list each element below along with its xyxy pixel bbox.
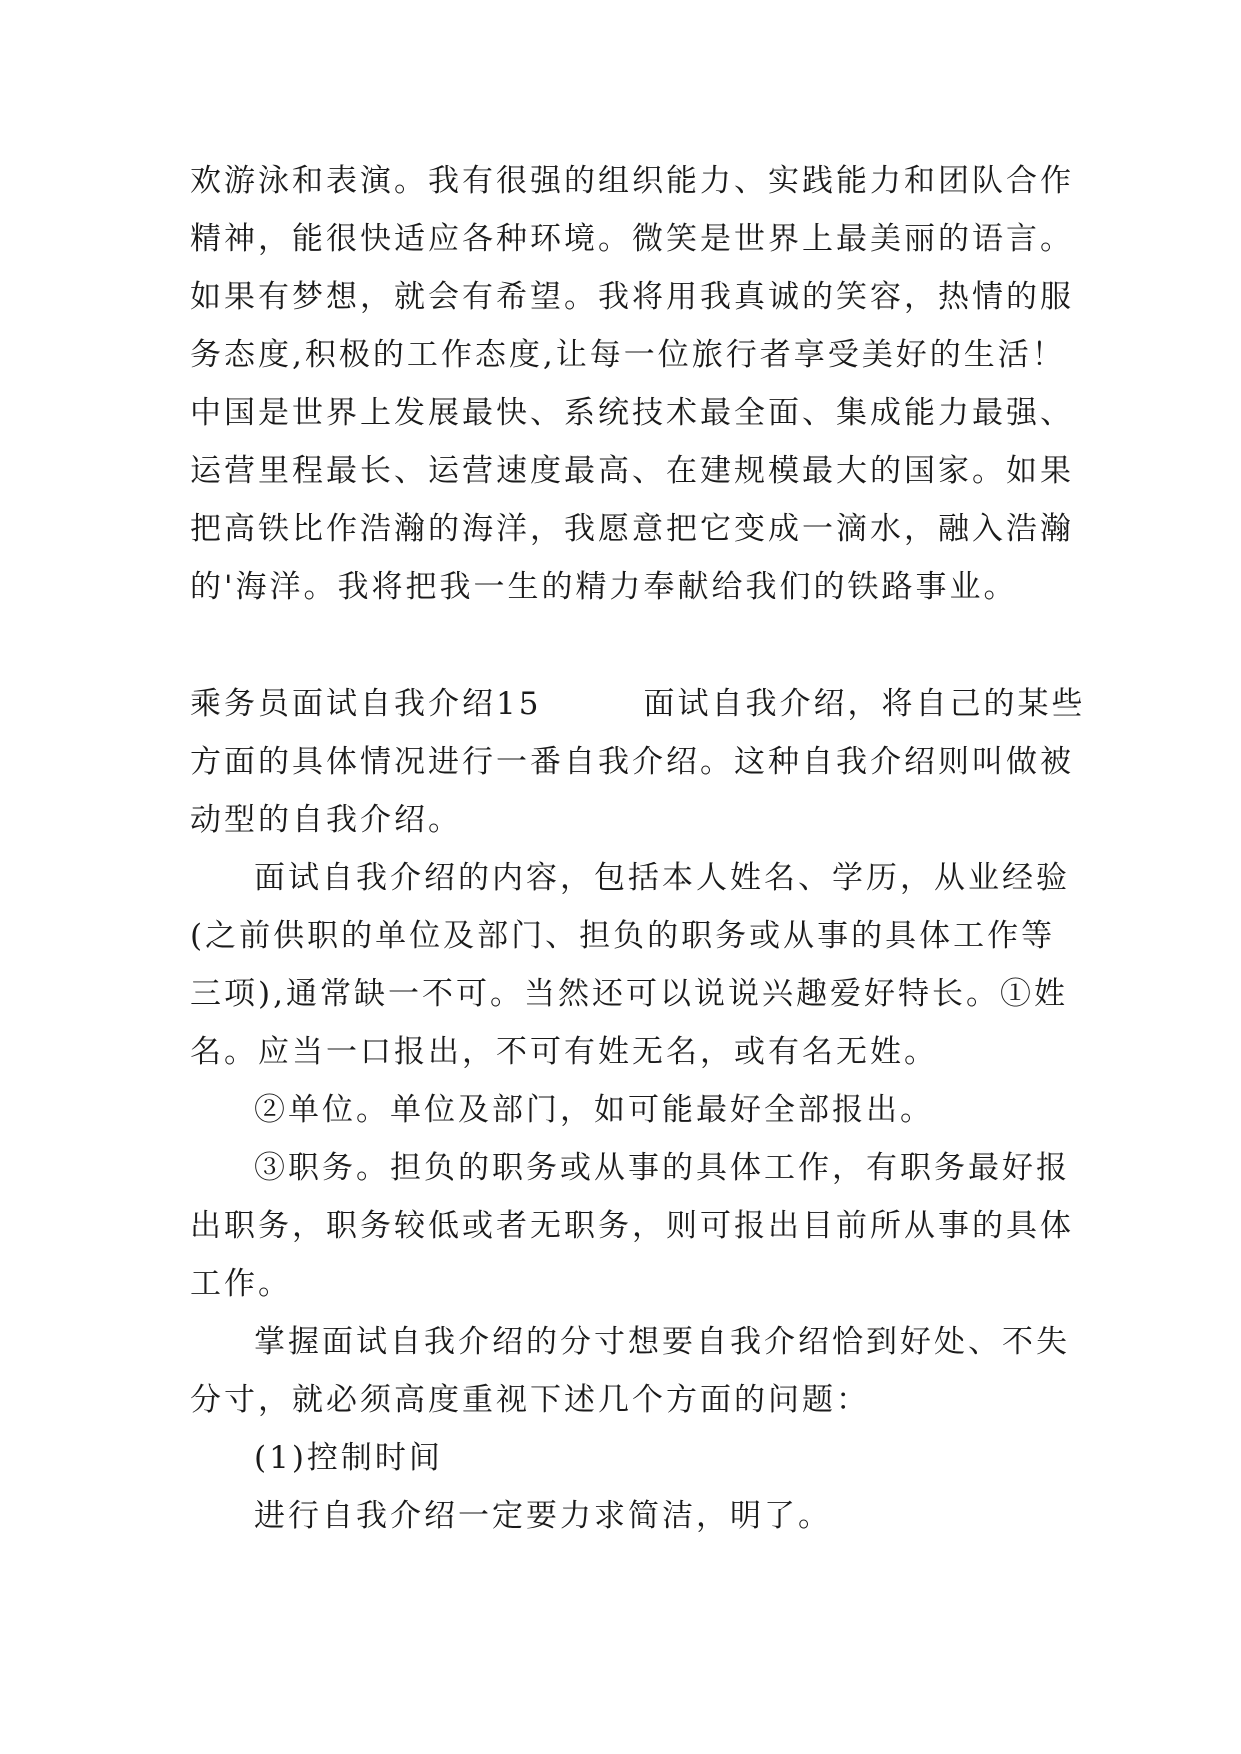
text-line: 三项),通常缺一不可。当然还可以说说兴趣爱好特长。①姓 — [190, 976, 1068, 1012]
text-line: 的'海洋。我将把我一生的精力奉献给我们的铁路事业。 — [190, 569, 1018, 605]
text-line: ②单位。单位及部门，如可能最好全部报出。 — [254, 1092, 934, 1128]
text-line: 如果有梦想，就会有希望。我将用我真诚的笑容，热情的服 — [190, 279, 1074, 315]
text-line: 名。应当一口报出，不可有姓无名，或有名无姓。 — [190, 1034, 938, 1070]
text-line: ③职务。担负的职务或从事的具体工作，有职务最好报 — [254, 1150, 1070, 1186]
section-heading-line: 乘务员面试自我介绍15 面试自我介绍，将自己的某些 — [190, 686, 1086, 722]
text-line: 中国是世界上发展最快、系统技术最全面、集成能力最强、 — [190, 395, 1074, 431]
text-line: 把高铁比作浩瀚的海洋，我愿意把它变成一滴水，融入浩瀚 — [190, 511, 1074, 547]
text-line: (之前供职的单位及部门、担负的职务或从事的具体工作等 — [190, 918, 1056, 954]
text-line: 分寸，就必须高度重视下述几个方面的问题： — [190, 1382, 870, 1418]
text-line: 务态度,积极的工作态度,让每一位旅行者享受美好的生活！ — [190, 337, 1066, 373]
text-line: 方面的具体情况进行一番自我介绍。这种自我介绍则叫做被 — [190, 744, 1074, 780]
text-line: 运营里程最长、运营速度最高、在建规模最大的国家。如果 — [190, 453, 1074, 489]
text-line: 出职务，职务较低或者无职务，则可报出目前所从事的具体 — [190, 1208, 1074, 1244]
text-line: 进行自我介绍一定要力求简洁，明了。 — [254, 1498, 832, 1534]
text-line: 欢游泳和表演。我有很强的组织能力、实践能力和团队合作 — [190, 163, 1074, 199]
text-line: 精神，能很快适应各种环境。微笑是世界上最美丽的语言。 — [190, 221, 1074, 257]
text-line: 面试自我介绍的内容，包括本人姓名、学历，从业经验 — [254, 860, 1070, 896]
text-line: 动型的自我介绍。 — [190, 802, 462, 838]
text-line: (1)控制时间 — [254, 1440, 443, 1476]
text-line: 工作。 — [190, 1266, 292, 1302]
text-line: 掌握面试自我介绍的分寸想要自我介绍恰到好处、不失 — [254, 1324, 1070, 1360]
